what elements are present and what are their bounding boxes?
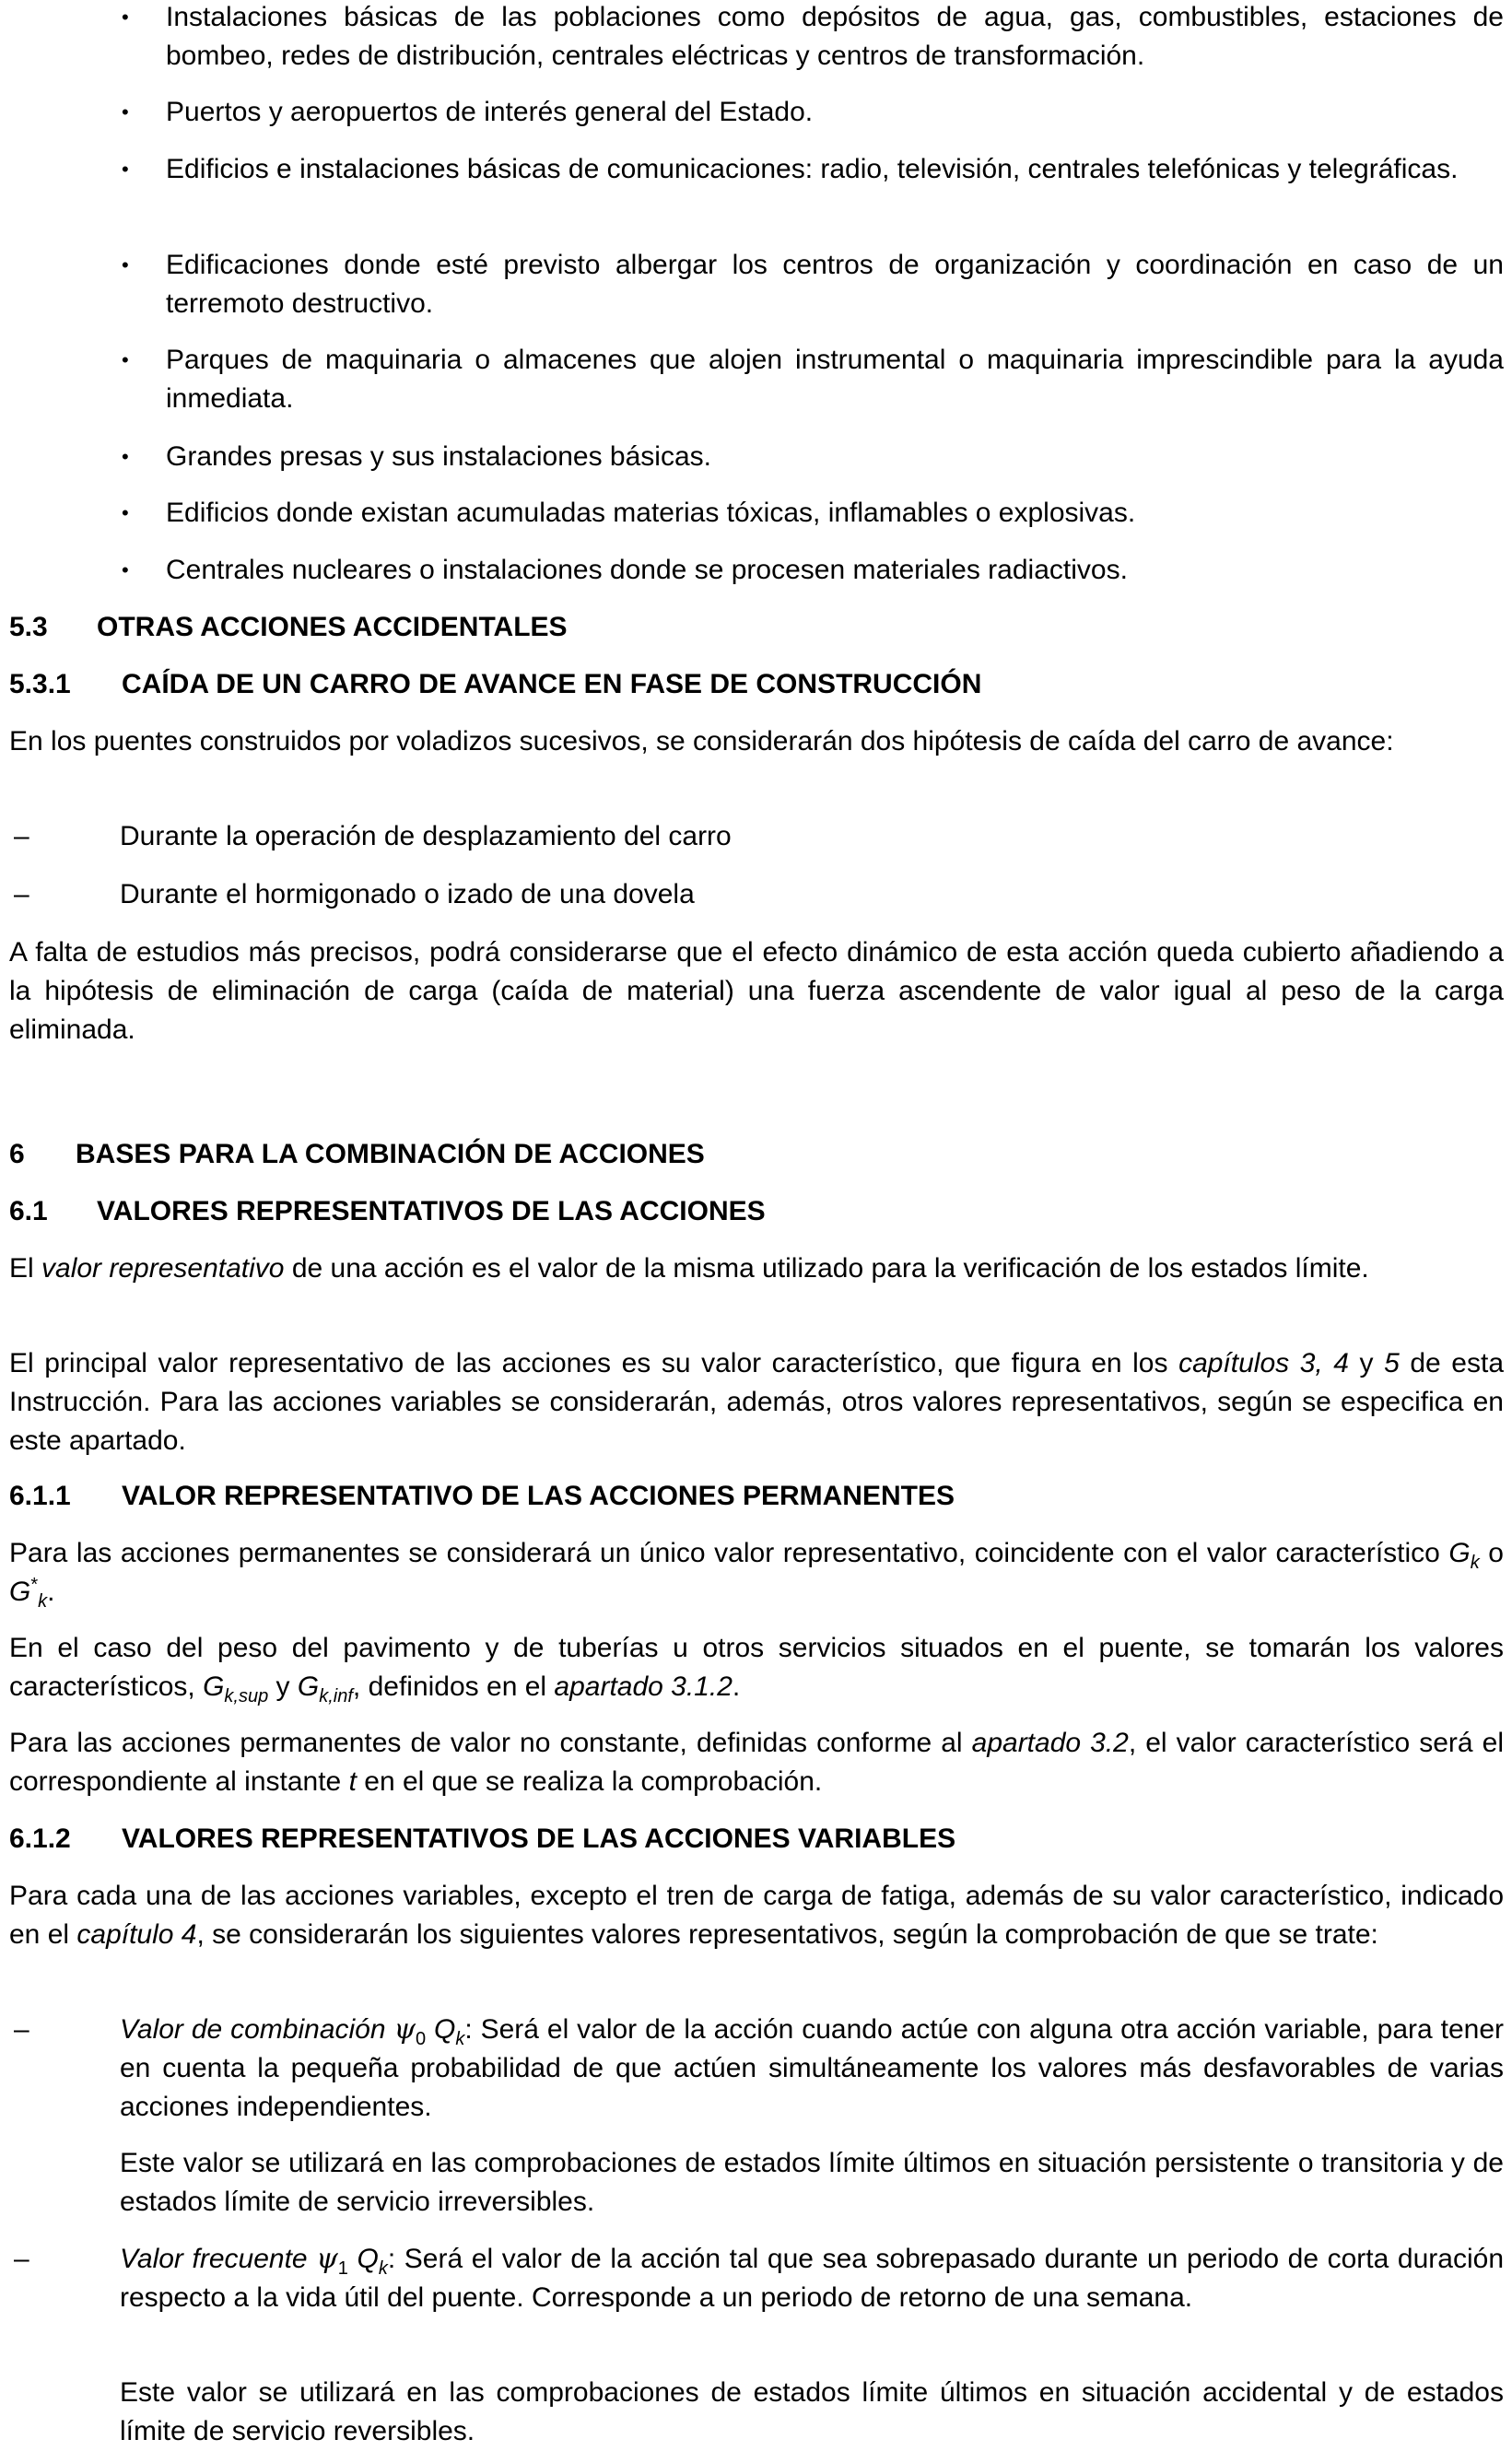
list-item: • Grandes presas y sus instalaciones básicas. (166, 438, 1504, 476)
paragraph: Para cada una de las acciones variables, excepto el tren de carga de fatiga, además de su valor característico, indicado en el capítulo 4, se considerarán los siguientes valores representativos, según la comprobación de que se trate: (9, 1881, 1504, 1950)
section-heading: 6.1.1 VALOR REPRESENTATIVO DE LAS ACCIONES PERMANENTES (9, 1481, 955, 1511)
list-item: • Centrales nucleares o instalaciones donde se procesen materiales radiactivos. (166, 551, 1504, 590)
psi-symbol: ψ (316, 2243, 338, 2275)
paragraph: Este valor se utilizará en las comprobaciones de estados límite últimos en situación accidental y de estados límite de servicio reversibles. (120, 2377, 1504, 2446)
bullet-marker: • (122, 501, 129, 524)
section-heading: 6.1.2 VALORES REPRESENTATIVOS DE LAS ACCIONES VARIABLES (9, 1824, 956, 1854)
dash-marker: – (14, 879, 29, 909)
chapter-heading: 6 BASES PARA LA COMBINACIÓN DE ACCIONES (9, 1139, 705, 1169)
paragraph: A falta de estudios más precisos, podrá considerarse que el efecto dinámico de esta acción queda cubierto añadiendo a la hipótesis de eliminación de carga (caída de material) una fuerza ascendente de valor igual al peso de la carga eliminada. (9, 937, 1504, 1045)
paragraph: En los puentes construidos por voladizos sucesivos, se considerarán dos hipótesis de caída del carro de avance: (9, 726, 1394, 756)
list-item: • Edificaciones donde esté previsto albergar los centros de organización y coordinación en caso de un terremoto destructivo. (166, 246, 1504, 323)
list-item: • Edificios e instalaciones básicas de comunicaciones: radio, televisión, centrales telefónicas y telegráficas. (166, 150, 1504, 189)
bullet-marker: • (122, 158, 129, 181)
dash-marker: – (14, 2244, 29, 2274)
bullet-marker: • (122, 348, 129, 371)
dash-marker: – (14, 2014, 29, 2045)
dash-marker: – (14, 821, 29, 851)
paragraph: Para las acciones permanentes de valor no constante, definidas conforme al apartado 3.2, el valor característico será el correspondiente al instante t en el que se realiza la comprobación. (9, 1728, 1504, 1797)
bullet-marker: • (122, 100, 129, 123)
section-heading: 5.3.1 CAÍDA DE UN CARRO DE AVANCE EN FASE DE CONSTRUCCIÓN (9, 669, 982, 699)
bullet-marker: • (122, 445, 129, 468)
list-item: • Parques de maquinaria o almacenes que alojen instrumental o maquinaria imprescindible para la ayuda inmediata. (166, 341, 1504, 418)
bullet-marker: • (122, 6, 129, 29)
list-item: – Valor frecuente $\psi_1$ $Q_k$: Será el valor de la acción tal que sea sobrepasado durante un periodo de corta duración respecto a la vida útil del puente. Corresponde a un periodo de retorno de una semana. (120, 2240, 1504, 2317)
psi-symbol: ψ (393, 2013, 416, 2046)
list-item: • Puertos y aeropuertos de interés general del Estado. (166, 93, 1504, 132)
paragraph: Este valor se utilizará en las comprobaciones de estados límite últimos en situación persistente o transitoria y de estados límite de servicio irreversibles. (120, 2148, 1504, 2217)
list-item: – Durante el hormigonado o izado de una dovela (120, 875, 1504, 914)
section-heading: 6.1 VALORES REPRESENTATIVOS DE LAS ACCIONES (9, 1196, 766, 1226)
paragraph: El principal valor representativo de las acciones es su valor característico, que figura en los capítulos 3, 4 y 5 de esta Instrucción. Para las acciones variables se considerarán, además, otros valores representativos, según se especifica en este apartado. (9, 1348, 1504, 1456)
paragraph: En el caso del peso del pavimento y de tuberías u otros servicios situados en el puente, se tomarán los valores característicos, $G_{k,sup}$ y $G_{k,inf}$, definidos en el apartado 3.1.2. (9, 1633, 1504, 1706)
bullet-marker: • (122, 253, 129, 276)
list-item: • Instalaciones básicas de las poblaciones como depósitos de agua, gas, combustibles, estaciones de bombeo, redes de distribución, centrales eléctricas y centros de transformación. (166, 0, 1504, 76)
list-item: – Valor de combinación $\psi_0$ $Q_k$: Será el valor de la acción cuando actúe con alguna otra acción variable, para tener en cuenta la pequeña probabilidad de que actúen simultáneamente los valores más desfavorables de varias acciones independientes. (120, 2011, 1504, 2127)
paragraph: El valor representativo de una acción es el valor de la misma utilizado para la verificación de los estados límite. (9, 1253, 1369, 1284)
paragraph: Para las acciones permanentes se considerará un único valor representativo, coincidente con el valor característico $G_k$ o $G^*_k$. (9, 1538, 1504, 1612)
list-item: • Edificios donde existan acumuladas materias tóxicas, inflamables o explosivas. (166, 494, 1504, 533)
bullet-marker: • (122, 558, 129, 581)
list-item: – Durante la operación de desplazamiento del carro (120, 817, 1504, 856)
section-heading: 5.3 OTRAS ACCIONES ACCIDENTALES (9, 612, 568, 642)
